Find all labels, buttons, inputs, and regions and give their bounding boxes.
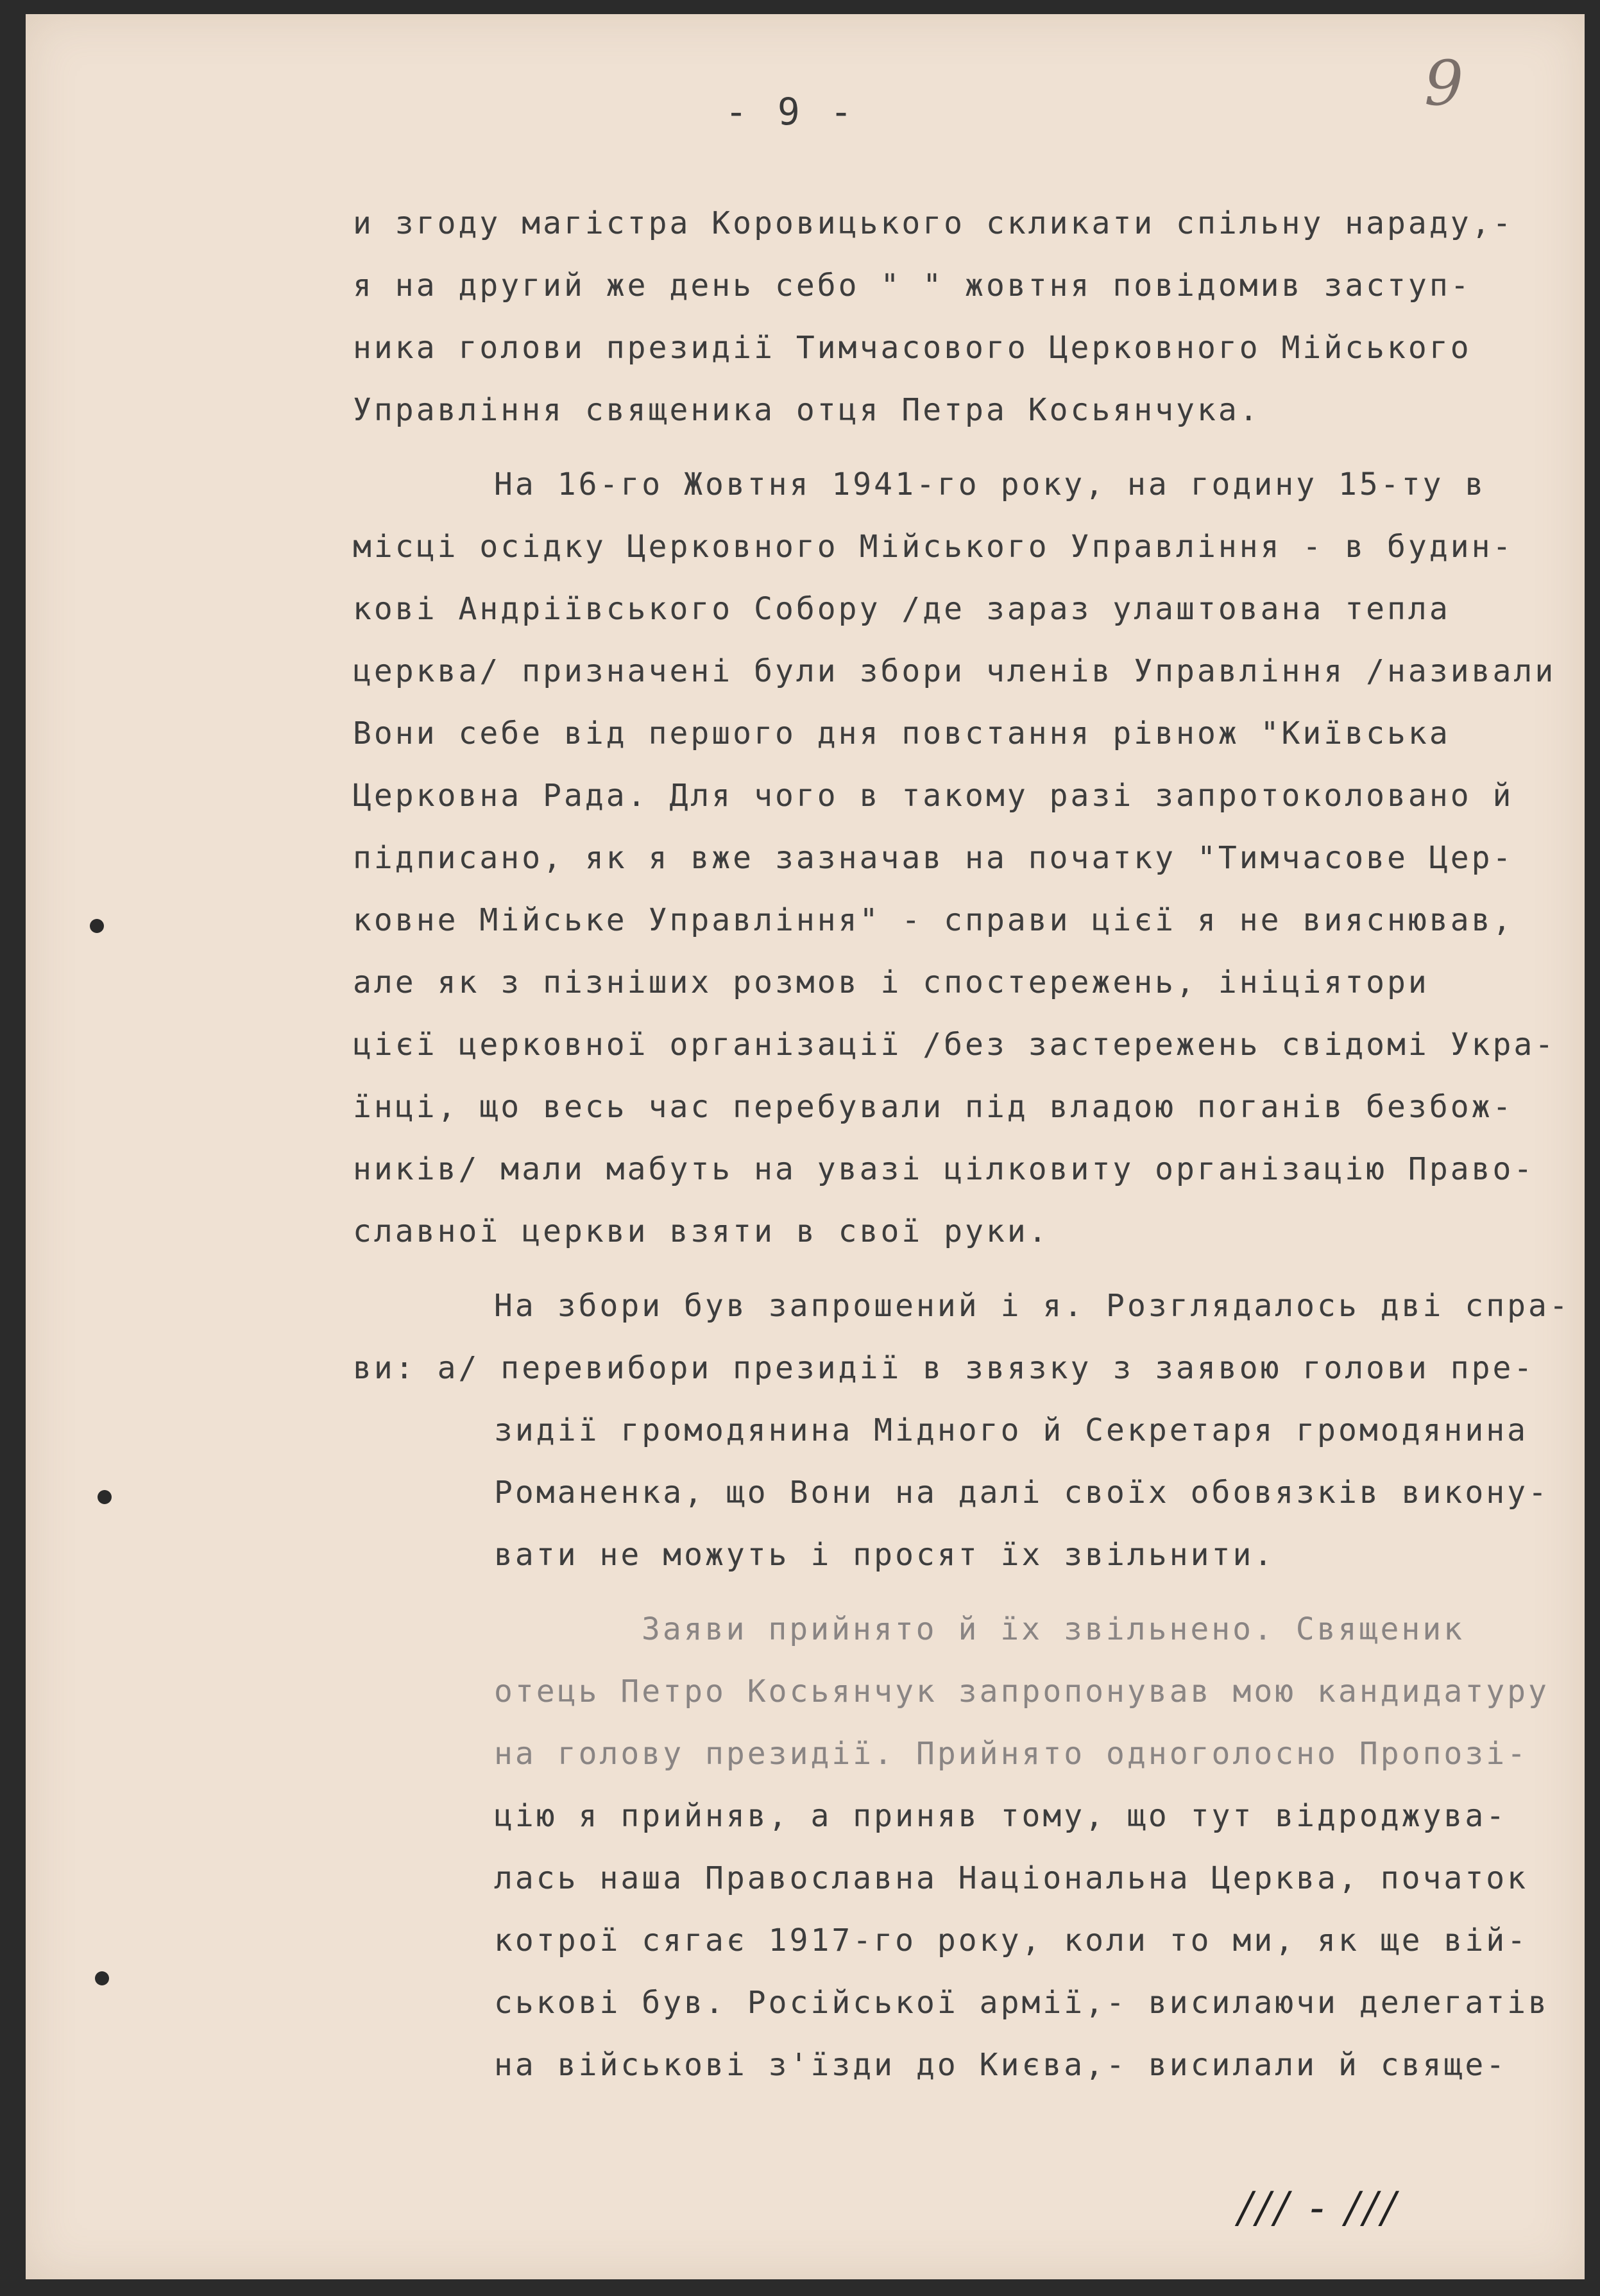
text-line: На збори був запрошений і я. Розглядалось дві спра- [494,1288,1570,1324]
text-line: и згоду магістра Коровицького скликати спільну нараду,- [353,205,1514,241]
text-line: їнці, що весь час перебували під владою поганів безбож- [353,1089,1514,1125]
continuation-mark: /// - /// [1238,2183,1400,2232]
text-line: цію я прийняв, а приняв тому, що тут відроджува- [494,1798,1508,1834]
text-line: місці осідку Церковного Мійського Управління - в будин- [353,529,1514,565]
text-line: ськові був. Російської армії,- висилаючи делегатів [494,1985,1549,2021]
document-page [26,14,1585,2279]
text-line: Заяви прийнято й їх звільнено. Священик [642,1611,1465,1647]
text-line: лась наша Православна Національна Церква, початок [494,1860,1529,1896]
punch-hole [90,919,104,933]
text-line: ників/ мали мабуть на увазі цілковиту організацію Право- [353,1151,1535,1187]
text-line: ника голови президії Тимчасового Церковного Мійського [353,330,1472,366]
page-number: - 9 - [725,90,856,133]
text-line: підписано, як я вже зазначав на початку "Тимчасове Цер- [353,840,1514,876]
text-line: цієї церковної організації /без застережень свідомі Укра- [353,1027,1556,1063]
text-line: отець Петро Косьянчук запропонував мою кандидатуру [494,1674,1549,1709]
text-line: зидії громодянина Мідного й Секретаря громодянина [494,1412,1529,1448]
text-line: церква/ призначені були збори членів Управління /називали [353,653,1556,689]
text-line: Церковна Рада. Для чого в такому разі запротоколовано й [353,778,1514,814]
punch-hole [95,1971,109,1985]
archive-page-number: 9 [1424,47,1464,119]
text-line: славної церкви взяти в свої руки. [353,1213,1050,1249]
text-line: ви: а/ перевибори президії в звязку з заявою голови пре- [353,1350,1535,1386]
text-line: на військові з'їзди до Києва,- висилали й свяще- [494,2047,1508,2083]
text-line: кові Андріївського Собору /де зараз улаштована тепла [353,591,1451,627]
text-line: Вони себе від першого дня повстання рівнож "Київська [353,715,1451,751]
text-line: Управління священика отця Петра Косьянчука. [353,392,1261,428]
punch-hole [98,1490,112,1504]
text-line: я на другий же день себо " " жовтня повідомив заступ- [353,268,1472,304]
text-line: На 16-го Жовтня 1941-го року, на годину 15-ту в [494,467,1486,502]
text-line: ковне Мійське Управління" - справи цієї я не вияснював, [353,902,1514,938]
text-line: на голову президії. Прийнято одноголосно Пропозі- [494,1736,1529,1772]
text-line: вати не можуть і просят їх звільнити. [494,1537,1275,1573]
text-line: котрої сягає 1917-го року, коли то ми, як ще вій- [494,1923,1529,1958]
text-line: але як з пізніших розмов і спостережень, ініціятори [353,964,1429,1000]
text-line: Романенка, що Вони на далі своїх обовязків викону- [494,1475,1549,1511]
